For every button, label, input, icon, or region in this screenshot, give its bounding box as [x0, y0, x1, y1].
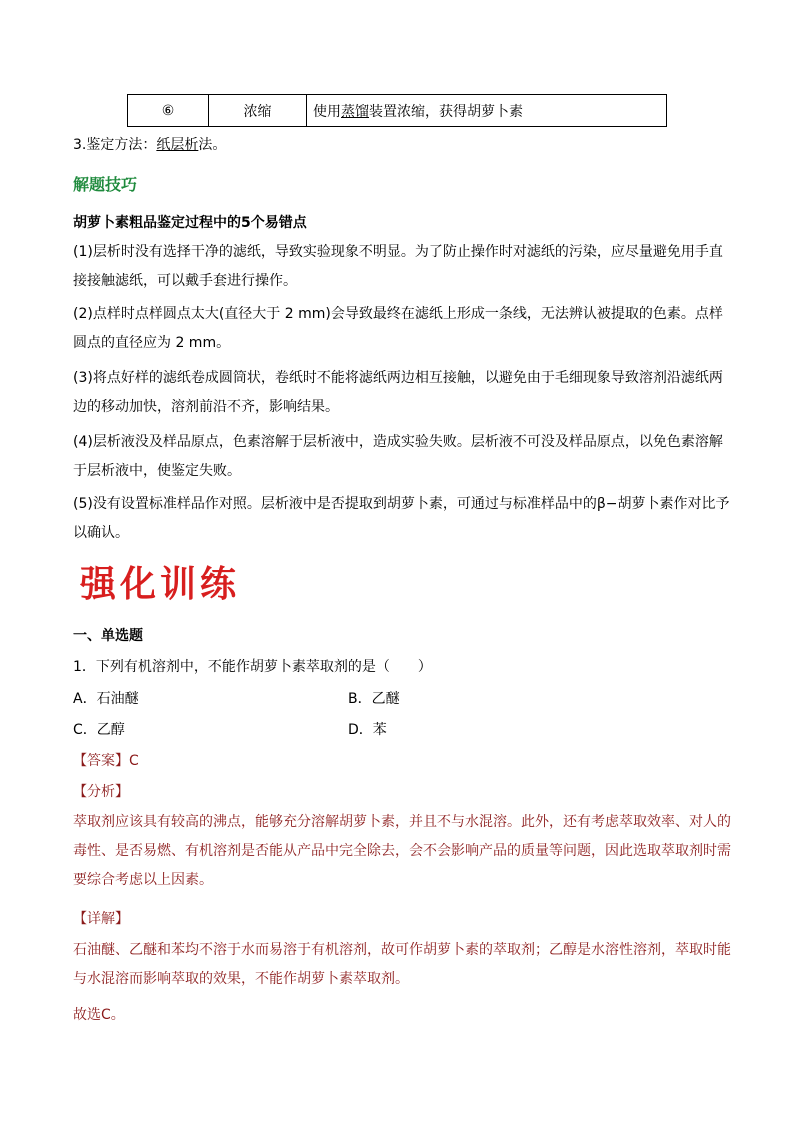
detail-label: 【详解】: [73, 911, 129, 927]
part-title: 一、单选题: [73, 628, 143, 644]
question-stem: 1．下列有机溶剂中，不能作胡萝卜素萃取剂的是（ ）: [73, 659, 432, 675]
option-a: A．石油醚: [73, 691, 139, 707]
tip-item-4: (4)层析液没及样品原点，色素溶解于层析液中，造成实验失败。层析液不可没及样品原点，以免色素溶解于层析液中，使鉴定失败。: [73, 434, 723, 479]
section-title: 强化训练: [80, 563, 241, 605]
tip-item-2: (2)点样时点样圆点太大(直径大于 2 mm)会导致最终在滤纸上形成一条线，无法辨认被提取的色素。点样圆点的直径应为 2 mm。: [73, 306, 723, 351]
tip-item-5: (5)没有设置标准样品作对照。层析液中是否提取到胡萝卜素，可通过与标准样品中的β−胡萝卜素作对比予以确认。: [73, 496, 730, 541]
step-name: 浓缩: [209, 95, 307, 126]
detail-text: 石油醚、乙醚和苯均不溶于水而易溶于有机溶剂，故可作胡萝卜素的萃取剂；乙醇是水溶性溶剂，萃取时能与水混溶而影响萃取的效果，不能作胡萝卜素萃取剂。: [73, 942, 731, 987]
option-d: D．苯: [348, 722, 387, 738]
process-table-row: [127, 94, 667, 127]
step-description: 使用 蒸馏 装置浓缩，获得胡萝卜素: [313, 103, 523, 120]
identify-method: 3.鉴定方法：纸层析法。: [73, 137, 227, 153]
conclusion-text: 故选C。: [73, 1007, 125, 1023]
analysis-label: 【分析】: [73, 784, 129, 800]
tips-heading: 解题技巧: [73, 175, 138, 194]
option-c: C．乙醇: [73, 722, 125, 738]
tip-item-3: (3)将点好样的滤纸卷成圆筒状，卷纸时不能将滤纸两边相互接触，以避免由于毛细现象导致溶剂沿滤纸两边的移动加快，溶剂前沿不齐，影响结果。: [73, 370, 723, 415]
answer-label: 【答案】C: [73, 753, 139, 769]
tip-item-1: (1)层析时没有选择干净的滤纸，导致实验现象不明显。为了防止操作时对滤纸的污染，应尽量避免用手直接接触滤纸，可以戴手套进行操作。: [73, 244, 723, 289]
step-number: ⑥: [128, 95, 209, 126]
tips-subheading: 胡萝卜素粗品鉴定过程中的5个易错点: [73, 215, 307, 231]
option-b: B．乙醚: [348, 691, 400, 707]
analysis-text: 萃取剂应该具有较高的沸点，能够充分溶解胡萝卜素，并且不与水混溶。此外，还有考虑萃取效率、对人的毒性、是否易燃、有机溶剂是否能从产品中完全除去，会不会影响产品的质量等问题，因此选取萃取剂时需要综合考虑以上因素。: [73, 814, 731, 888]
